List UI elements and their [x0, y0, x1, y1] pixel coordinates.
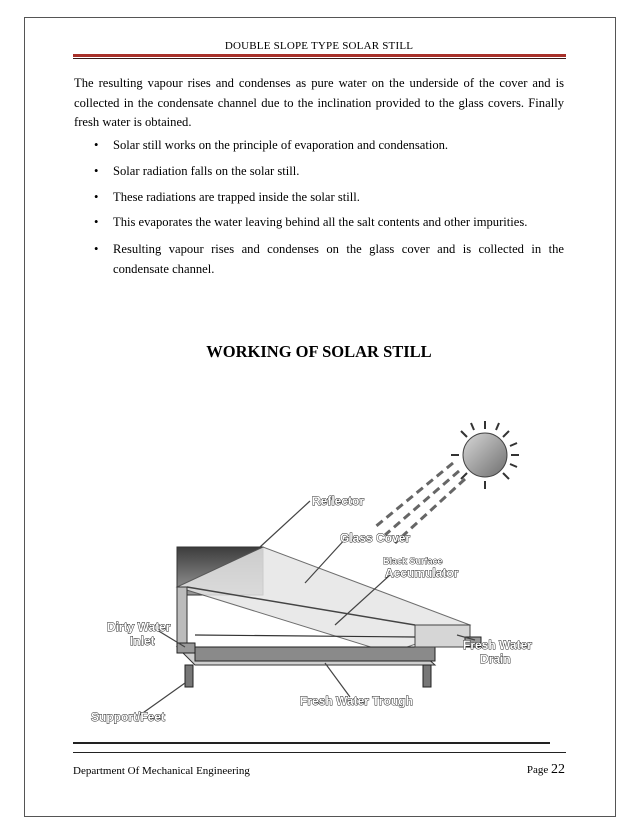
label-support: Support/Feet	[91, 710, 165, 724]
header-rule-red	[73, 54, 566, 57]
bullet-symbol: •	[94, 138, 99, 152]
label-inlet-line2: Inlet	[130, 634, 155, 648]
footer-rule-thick	[73, 742, 550, 744]
bullet-symbol: •	[94, 164, 99, 178]
label-reflector: Reflector	[312, 494, 365, 508]
label-trough: Fresh Water Trough	[300, 694, 413, 708]
bullet-symbol: •	[94, 242, 99, 256]
bullet-text: These radiations are trapped inside the solar still.	[113, 190, 360, 204]
footer-rule-thin	[73, 752, 566, 753]
header-rule-dark	[73, 58, 566, 59]
bullet-symbol: •	[94, 190, 99, 204]
label-accumulator-line1: Black Surface	[383, 556, 443, 566]
bullet-text: Solar still works on the principle of evaporation and condensation.	[113, 138, 449, 152]
section-heading: WORKING OF SOLAR STILL	[206, 342, 432, 361]
bullet-text: This evaporates the water leaving behind all the salt contents and other impurities.	[113, 215, 528, 229]
solar-still-diagram	[85, 415, 555, 735]
sun-icon	[451, 421, 519, 489]
running-header: DOUBLE SLOPE TYPE SOLAR STILL	[224, 40, 414, 52]
footer-page	[527, 762, 565, 778]
label-drain-line1: Fresh Water	[463, 638, 532, 652]
label-accumulator-line2: Accumulator	[385, 566, 459, 580]
intro-paragraph: The resulting vapour rises and condenses as pure water on the underside of the cover and is collected in the condensate channel due to the inclination provided to the glass covers. Finally fresh water is obtained.	[74, 76, 564, 129]
bullet-symbol: •	[94, 215, 99, 229]
bullet-text: Resulting vapour rises and condenses on the glass cover and is collected in the condensate channel.	[113, 242, 564, 276]
footer-department: Department Of Mechanical Engineering	[73, 765, 250, 777]
page-number: 22	[551, 762, 565, 777]
page-label: Page	[526, 764, 549, 776]
label-drain-line2: Drain	[480, 652, 511, 666]
bullet-text: Solar radiation falls on the solar still.	[113, 164, 300, 178]
label-glass-cover: Glass Cover	[340, 531, 411, 545]
label-inlet-line1: Dirty Water	[107, 620, 171, 634]
